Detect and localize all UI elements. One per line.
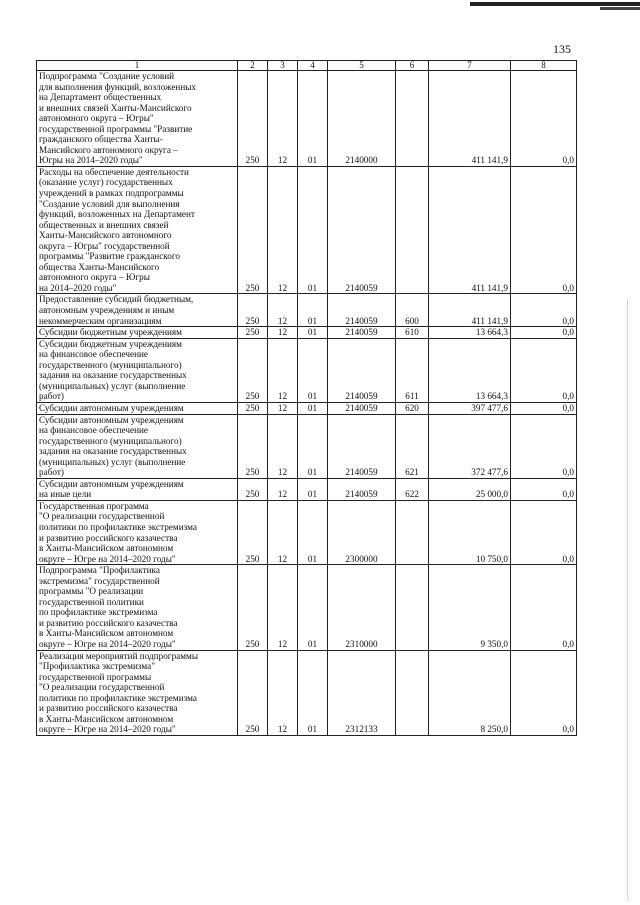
target-article-cell: 2140059 <box>328 294 396 327</box>
page-number: 135 <box>553 42 571 56</box>
admin-code-cell: 250 <box>238 402 268 414</box>
table-row <box>37 565 577 650</box>
admin-code-cell: 250 <box>238 565 268 650</box>
section-code-cell: 12 <box>268 338 298 402</box>
admin-code-cell: 250 <box>238 414 268 478</box>
amount-cell: 13 664,3 <box>429 338 511 402</box>
row-name-cell: Подпрограмма "Создание условий для выполнения функций, возложенных на Департамент общественных и внешних связей Ханты-Мансийского автономного округа – Югры" государственной программы "Развитие гражданского общества Ханты- Мансийского автономного округа – Югры на 2014–2020 годы" <box>37 71 238 167</box>
amount-cell: 9 350,0 <box>429 565 511 650</box>
row-name-cell: Реализация мероприятий подпрограммы "Профилактика экстремизма" государственной программы "О реализации государственной политики по профилактике экстремизма и развитию российского казачества в Ханты-Мансийском автономном округе – Югре на 2014–2020 годы" <box>37 650 238 735</box>
amount-cell-2: 0,0 <box>511 327 577 339</box>
admin-code-cell: 250 <box>238 478 268 500</box>
expense-type-cell: 600 <box>396 294 429 327</box>
target-article-cell: 2140059 <box>328 338 396 402</box>
budget-table <box>36 60 577 736</box>
subsection-code-cell: 01 <box>298 71 328 167</box>
section-code-cell: 12 <box>268 71 298 167</box>
amount-cell: 8 250,0 <box>429 650 511 735</box>
expense-type-cell: 620 <box>396 402 429 414</box>
row-name-cell: Предоставление субсидий бюджетным, автономным учреждениям и иным некоммерческим организациям <box>37 294 238 327</box>
table-row <box>37 338 577 402</box>
section-code-cell: 12 <box>268 166 298 294</box>
section-code-cell: 12 <box>268 565 298 650</box>
column-header: 4 <box>298 61 328 71</box>
amount-cell-2: 0,0 <box>511 478 577 500</box>
table-row <box>37 414 577 478</box>
amount-cell: 372 477,6 <box>429 414 511 478</box>
amount-cell-2: 0,0 <box>511 338 577 402</box>
table-row <box>37 71 577 167</box>
column-header: 3 <box>268 61 298 71</box>
subsection-code-cell: 01 <box>298 402 328 414</box>
amount-cell-2: 0,0 <box>511 500 577 564</box>
row-name-cell: Субсидии автономным учреждениям <box>37 402 238 414</box>
column-header: 8 <box>511 61 577 71</box>
admin-code-cell: 250 <box>238 327 268 339</box>
target-article-cell: 2310000 <box>328 565 396 650</box>
expense-type-cell: 611 <box>396 338 429 402</box>
target-article-cell: 2140059 <box>328 327 396 339</box>
target-article-cell: 2140059 <box>328 414 396 478</box>
table-row <box>37 500 577 564</box>
scan-edge-mark <box>470 2 640 6</box>
scan-margin-dots <box>627 300 630 900</box>
target-article-cell: 2140059 <box>328 166 396 294</box>
admin-code-cell: 250 <box>238 166 268 294</box>
column-header: 1 <box>37 61 238 71</box>
amount-cell-2: 0,0 <box>511 414 577 478</box>
amount-cell: 397 477,6 <box>429 402 511 414</box>
subsection-code-cell: 01 <box>298 338 328 402</box>
section-code-cell: 12 <box>268 327 298 339</box>
amount-cell-2: 0,0 <box>511 650 577 735</box>
row-name-cell: Субсидии автономным учреждениям на иные цели <box>37 478 238 500</box>
subsection-code-cell: 01 <box>298 327 328 339</box>
scan-edge-mark <box>600 7 640 10</box>
subsection-code-cell: 01 <box>298 650 328 735</box>
amount-cell-2: 0,0 <box>511 294 577 327</box>
target-article-cell: 2140000 <box>328 71 396 167</box>
amount-cell: 10 750,0 <box>429 500 511 564</box>
expense-type-cell: 610 <box>396 327 429 339</box>
expense-type-cell <box>396 565 429 650</box>
target-article-cell: 2300000 <box>328 500 396 564</box>
expense-type-cell: 621 <box>396 414 429 478</box>
amount-cell: 411 141,9 <box>429 294 511 327</box>
row-name-cell: Субсидии автономным учреждениям на финансовое обеспечение государственного (муниципального) задания на оказание государственных (муниципальных) услуг (выполнение работ) <box>37 414 238 478</box>
expense-type-cell <box>396 166 429 294</box>
amount-cell-2: 0,0 <box>511 166 577 294</box>
amount-cell: 411 141,9 <box>429 71 511 167</box>
table-row <box>37 294 577 327</box>
table-row <box>37 327 577 339</box>
row-name-cell: Государственная программа "О реализации государственной политики по профилактике экстремизма и развитию российского казачества в Ханты-Мансийском автономном округе – Югре на 2014–2020 годы" <box>37 500 238 564</box>
subsection-code-cell: 01 <box>298 166 328 294</box>
admin-code-cell: 250 <box>238 500 268 564</box>
column-header: 6 <box>396 61 429 71</box>
subsection-code-cell: 01 <box>298 478 328 500</box>
target-article-cell: 2140059 <box>328 478 396 500</box>
table-row <box>37 166 577 294</box>
admin-code-cell: 250 <box>238 338 268 402</box>
section-code-cell: 12 <box>268 500 298 564</box>
table-row <box>37 478 577 500</box>
column-header: 7 <box>429 61 511 71</box>
section-code-cell: 12 <box>268 650 298 735</box>
expense-type-cell: 622 <box>396 478 429 500</box>
section-code-cell: 12 <box>268 414 298 478</box>
row-name-cell: Подпрограмма "Профилактика экстремизма" государственной программы "О реализации государственной политики по профилактике экстремизма и развитию российского казачества в Ханты-Мансийском автономном округе – Югре на 2014–2020 годы" <box>37 565 238 650</box>
subsection-code-cell: 01 <box>298 565 328 650</box>
amount-cell-2: 0,0 <box>511 565 577 650</box>
subsection-code-cell: 01 <box>298 500 328 564</box>
subsection-code-cell: 01 <box>298 414 328 478</box>
section-code-cell: 12 <box>268 478 298 500</box>
admin-code-cell: 250 <box>238 294 268 327</box>
row-name-cell: Субсидии бюджетным учреждениям <box>37 327 238 339</box>
table-header-row <box>37 61 577 71</box>
amount-cell-2: 0,0 <box>511 71 577 167</box>
admin-code-cell: 250 <box>238 650 268 735</box>
amount-cell: 13 664,3 <box>429 327 511 339</box>
section-code-cell: 12 <box>268 294 298 327</box>
expense-type-cell <box>396 500 429 564</box>
subsection-code-cell: 01 <box>298 294 328 327</box>
expense-type-cell <box>396 650 429 735</box>
column-header: 5 <box>328 61 396 71</box>
column-header: 2 <box>238 61 268 71</box>
section-code-cell: 12 <box>268 402 298 414</box>
expense-type-cell <box>396 71 429 167</box>
admin-code-cell: 250 <box>238 71 268 167</box>
target-article-cell: 2312133 <box>328 650 396 735</box>
amount-cell: 411 141,9 <box>429 166 511 294</box>
amount-cell-2: 0,0 <box>511 402 577 414</box>
row-name-cell: Расходы на обеспечение деятельности (оказание услуг) государственных учреждений в рамках подпрограммы "Создание условий для выполнения функций, возложенных на Департамент общественных и внешних связей Ханты-Мансийского автономного округа – Югры" государственной программы "Развитие гражданского общества Ханты-Мансийского автономного округа – Югры на 2014–2020 годы" <box>37 166 238 294</box>
table-row <box>37 650 577 735</box>
amount-cell: 25 000,0 <box>429 478 511 500</box>
target-article-cell: 2140059 <box>328 402 396 414</box>
row-name-cell: Субсидии бюджетным учреждениям на финансовое обеспечение государственного (муниципального) задания на оказание государственных (муниципальных) услуг (выполнение работ) <box>37 338 238 402</box>
table-row <box>37 402 577 414</box>
